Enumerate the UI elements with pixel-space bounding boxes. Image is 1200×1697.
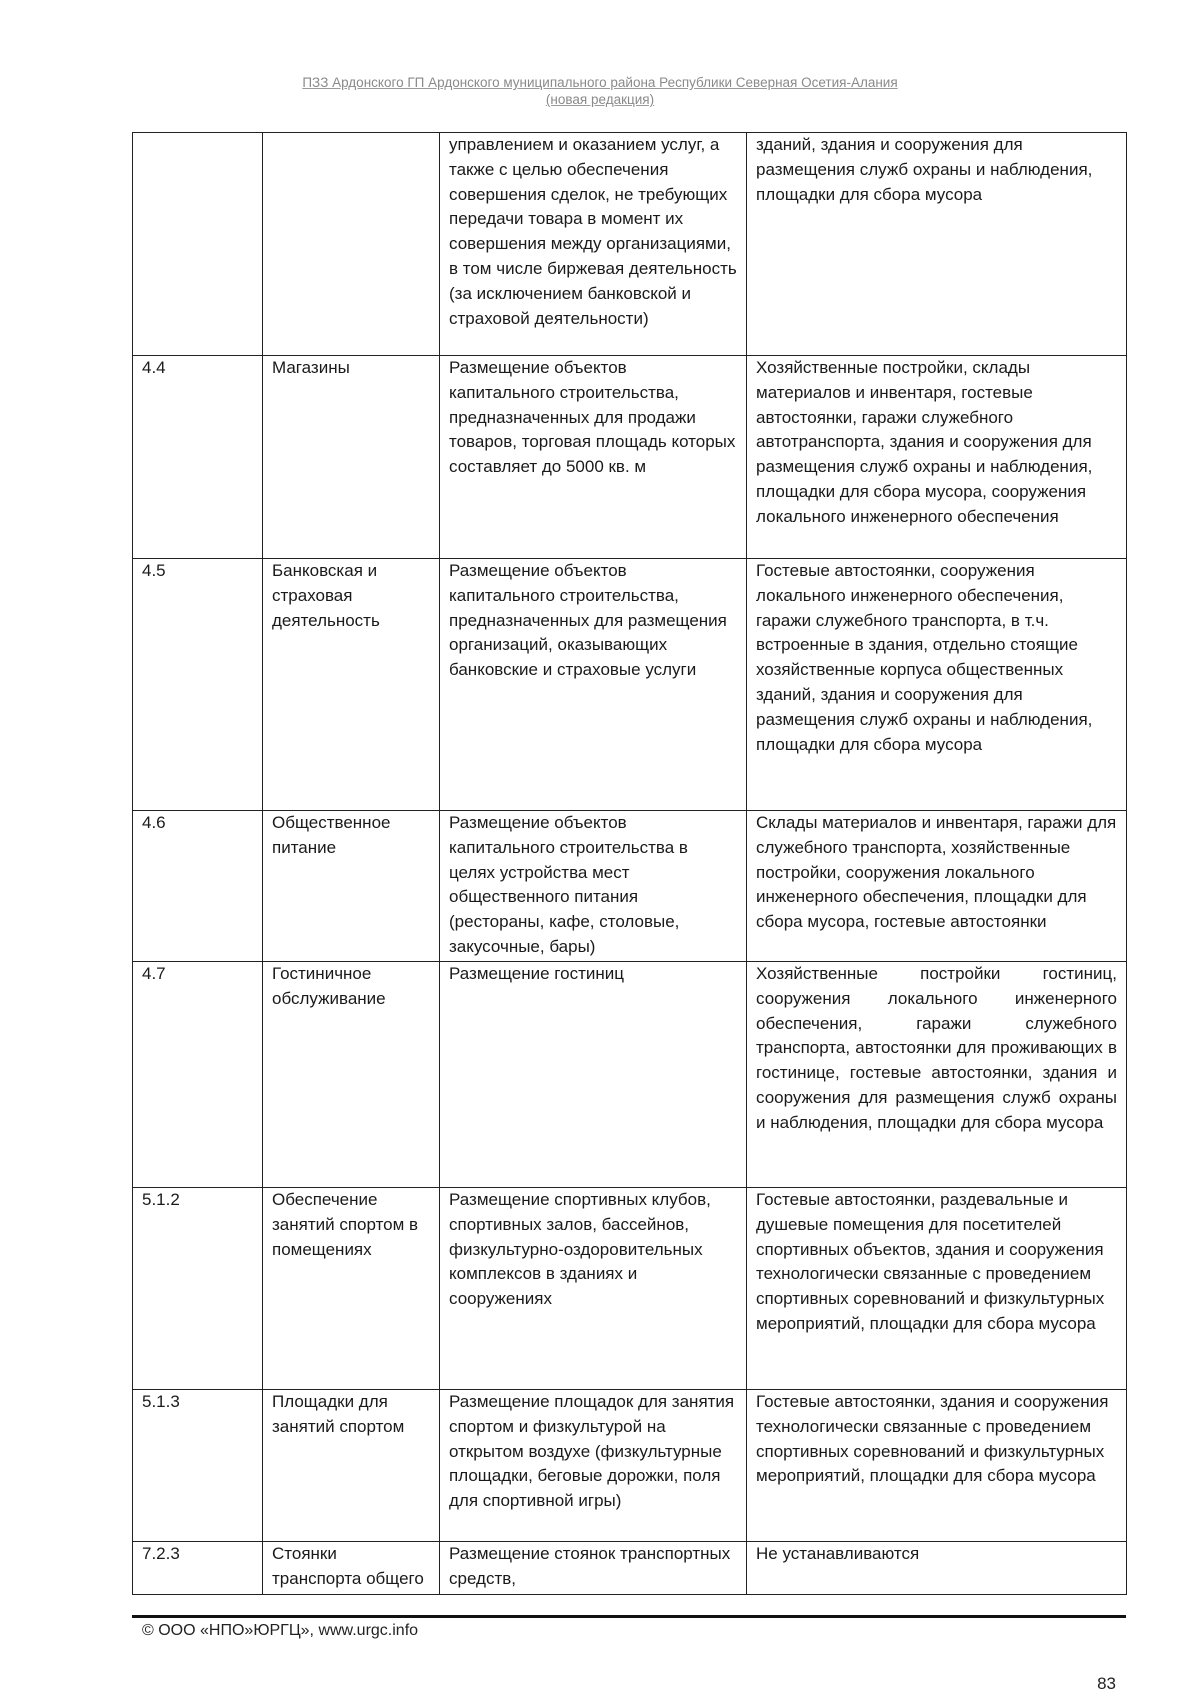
table-row — [133, 1188, 1127, 1390]
footer-copyright: © ООО «НПО»ЮРГЦ», www.urgc.info — [142, 1622, 419, 1639]
page-number: 83 — [1097, 1674, 1116, 1693]
row-name: Обеспечение занятий спортом в помещениях — [263, 1188, 440, 1390]
row-code: 4.4 — [133, 356, 263, 559]
row-code: 4.7 — [133, 962, 263, 1188]
row-code — [133, 133, 263, 356]
row-name: Общественное питание — [263, 811, 440, 962]
row-code: 4.6 — [133, 811, 263, 962]
row-auxiliary: Склады материалов и инвентаря, гаражи для служебного транспорта, хозяйственные постройки, сооружения локального инженерного обеспечения, площадки для сбора мусора, гостевые автостоянки — [747, 811, 1127, 962]
row-description: управлением и оказанием услуг, а также с целью обеспечения совершения сделок, не требующих передачи товара в момент их совершения между организациями, в том числе биржевая деятельность (за исключением банковской и страховой деятельности) — [440, 133, 747, 356]
row-name: Магазины — [263, 356, 440, 559]
table-row — [133, 811, 1127, 962]
row-description: Размещение объектов капитального строительства в целях устройства мест общественного питания (рестораны, кафе, столовые, закусочные, бары) — [440, 811, 747, 962]
row-description: Размещение объектов капитального строительства, предназначенных для продажи товаров, торговая площадь которых составляет до 5000 кв. м — [440, 356, 747, 559]
row-auxiliary: Гостевые автостоянки, сооружения локального инженерного обеспечения, гаражи служебного транспорта, в т.ч. встроенные в здания, отдельно стоящие хозяйственные корпуса общественных зданий, здания и сооружения для размещения служб охраны и наблюдения, площадки для сбора мусора — [747, 559, 1127, 811]
table-row — [133, 133, 1127, 356]
row-code: 7.2.3 — [133, 1542, 263, 1595]
row-description: Размещение гостиниц — [440, 962, 747, 1188]
row-description: Размещение площадок для занятия спортом и физкультурой на открытом воздухе (физкультурные площадки, беговые дорожки, поля для спортивной игры) — [440, 1390, 747, 1542]
row-auxiliary: зданий, здания и сооружения для размещения служб охраны и наблюдения, площадки для сбора мусора — [747, 133, 1127, 356]
row-code: 4.5 — [133, 559, 263, 811]
row-description: Размещение стоянок транспортных средств, — [440, 1542, 747, 1595]
row-code: 5.1.3 — [133, 1390, 263, 1542]
footer-divider — [132, 1615, 1126, 1618]
row-name: Банковская и страховая деятельность — [263, 559, 440, 811]
row-description: Размещение спортивных клубов, спортивных залов, бассейнов, физкультурно-оздоровительных комплексов в зданиях и сооружениях — [440, 1188, 747, 1390]
land-use-table — [132, 132, 1127, 1595]
row-auxiliary: Хозяйственные постройки гостиниц, сооружения локального инженерного обеспечения, гаражи служебного транспорта, автостоянки для проживающих в гостинице, гостевые автостоянки, здания и сооружения для размещения служб охраны и наблюдения, площадки для сбора мусора — [747, 962, 1127, 1188]
header-subtitle: (новая редакция) — [545, 92, 655, 107]
table-row — [133, 1542, 1127, 1595]
row-name — [263, 133, 440, 356]
header-title: ПЗЗ Ардонского ГП Ардонского муниципального района Республики Северная Осетия-Алания — [302, 75, 898, 90]
row-name: Площадки для занятий спортом — [263, 1390, 440, 1542]
row-auxiliary: Гостевые автостоянки, раздевальные и душевые помещения для посетителей спортивных объектов, здания и сооружения технологически связанные с проведением спортивных соревнований и физкультурных мероприятий, площадки для сбора мусора — [747, 1188, 1127, 1390]
row-name: Стоянки транспорта общего — [263, 1542, 440, 1595]
table-row — [133, 559, 1127, 811]
table-row — [133, 356, 1127, 559]
table-row — [133, 1390, 1127, 1542]
row-auxiliary: Хозяйственные постройки, склады материалов и инвентаря, гостевые автостоянки, гаражи служебного автотранспорта, здания и сооружения для размещения служб охраны и наблюдения, площадки для сбора мусора, сооружения локального инженерного обеспечения — [747, 356, 1127, 559]
row-auxiliary: Гостевые автостоянки, здания и сооружения технологически связанные с проведением спортивных соревнований и физкультурных мероприятий, площадки для сбора мусора — [747, 1390, 1127, 1542]
row-description: Размещение объектов капитального строительства, предназначенных для размещения организаций, оказывающих банковские и страховые услуги — [440, 559, 747, 811]
row-name: Гостиничное обслуживание — [263, 962, 440, 1188]
row-code: 5.1.2 — [133, 1188, 263, 1390]
page-header — [0, 74, 1200, 108]
table-row — [133, 962, 1127, 1188]
row-auxiliary: Не устанавливаются — [747, 1542, 1127, 1595]
